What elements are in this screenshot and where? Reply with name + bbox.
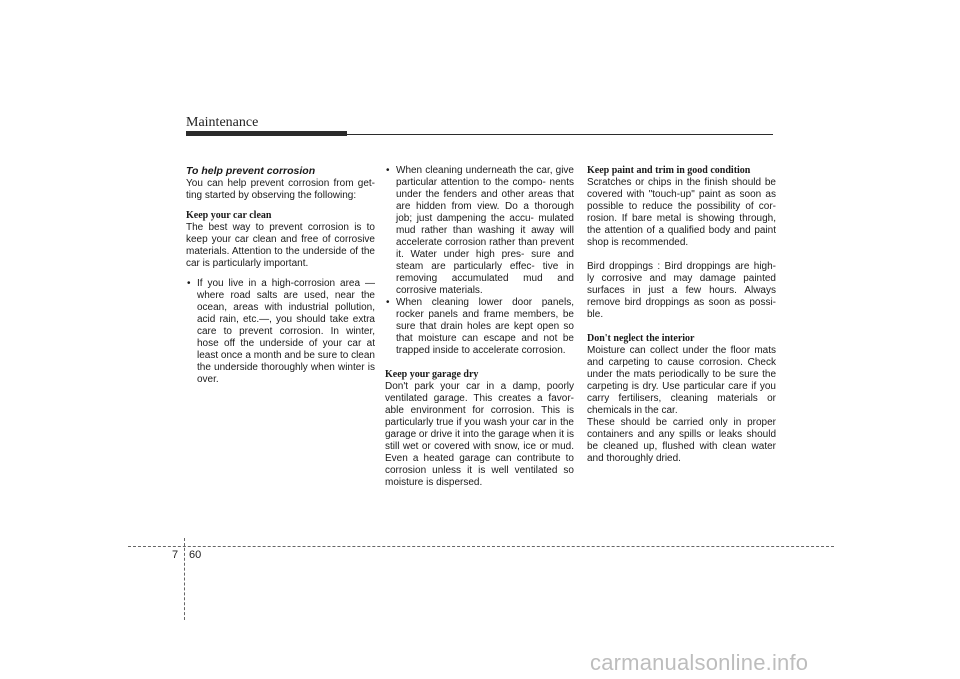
bullet-icon: •	[187, 278, 191, 289]
column-2	[385, 165, 574, 489]
column-1	[186, 165, 375, 386]
list-item	[385, 297, 574, 357]
watermark-text: carmanualsonline.info	[590, 650, 809, 675]
keep-clean-heading: Keep your car clean	[186, 210, 272, 221]
footer-dashed-rule	[128, 546, 834, 547]
paint-paragraph: Scratches or chips in the finish should be covered with "touch-up" paint as soon as possible to reduce the possibility of cor- rosion. If bare metal is showing through, the attention of a qualified body and paint shop is recommended.	[587, 177, 776, 248]
garage-paragraph: Don't park your car in a damp, poorly ventilated garage. This creates a favor- able environment for corrosion. This is particularly true if you wash your car in the garage or drive it into the garage when it is still wet or covered with snow, ice or mud. Even a heated garage can contribute to corrosion unless it is well ventilated so moisture is dispersed.	[385, 381, 574, 488]
header-rule-thin	[186, 134, 773, 135]
bullet-icon: •	[386, 297, 390, 308]
bird-droppings-paragraph: Bird droppings : Bird droppings are high- ly corrosive and may damage painted surfaces in just a few hours. Always remove bird droppings as soon as possi- ble.	[587, 261, 776, 320]
page-number: 60	[189, 549, 202, 561]
intro-paragraph: You can help prevent corrosion from get- ting started by observing the following:	[186, 178, 375, 201]
keep-clean-paragraph: The best way to prevent corrosion is to keep your car clean and free of corrosive materials. Attention to the underside of the car is particularly important.	[186, 222, 375, 269]
list-item-text: If you live in a high-corrosion area — where road salts are used, near the ocean, areas with industrial pollution, acid rain, etc.—, you should take extra care to prevent corrosion. In winter, hose off the underside of your car at least once a month and be sure to clean the underside thoroughly when winter is over.	[197, 278, 375, 385]
page-title: Maintenance	[186, 115, 259, 130]
list-item-text: When cleaning lower door panels, rocker panels and frame members, be sure that drain holes are kept open so that moisture can escape and not be trapped inside to accelerate corrosion.	[396, 297, 574, 356]
list-item-text: When cleaning underneath the car, give particular attention to the compo- nents under the fenders and other areas that are hidden from view. Do a thorough job; just dampening the accu- mulated mud rather than washing it away will accelerate corrosion rather than prevent it. Water under high pres- sure and steam are particularly effec- tive in removing accumulated mud and corrosive materials.	[396, 165, 574, 296]
list-item	[186, 278, 375, 386]
list-item	[385, 165, 574, 297]
interior-heading: Don't neglect the interior	[587, 333, 695, 344]
garage-heading: Keep your garage dry	[385, 369, 479, 380]
bullet-icon: •	[386, 165, 390, 176]
column-3	[587, 165, 776, 465]
paint-heading: Keep paint and trim in good condition	[587, 165, 751, 176]
footer-vertical-dashed-rule	[184, 538, 185, 620]
section-heading: To help prevent corrosion	[186, 165, 316, 177]
interior-paragraph-1: Moisture can collect under the floor mats and carpeting to cause corrosion. Check under the mats periodically to be sure the carpeting is dry. Use particular care if you carry fertilisers, cleaning materials or chemicals in the car.	[587, 345, 776, 416]
chapter-number: 7	[172, 549, 179, 561]
interior-paragraph-2: These should be carried only in proper containers and any spills or leaks should be cleaned up, flushed with clean water and thoroughly dried.	[587, 417, 776, 464]
